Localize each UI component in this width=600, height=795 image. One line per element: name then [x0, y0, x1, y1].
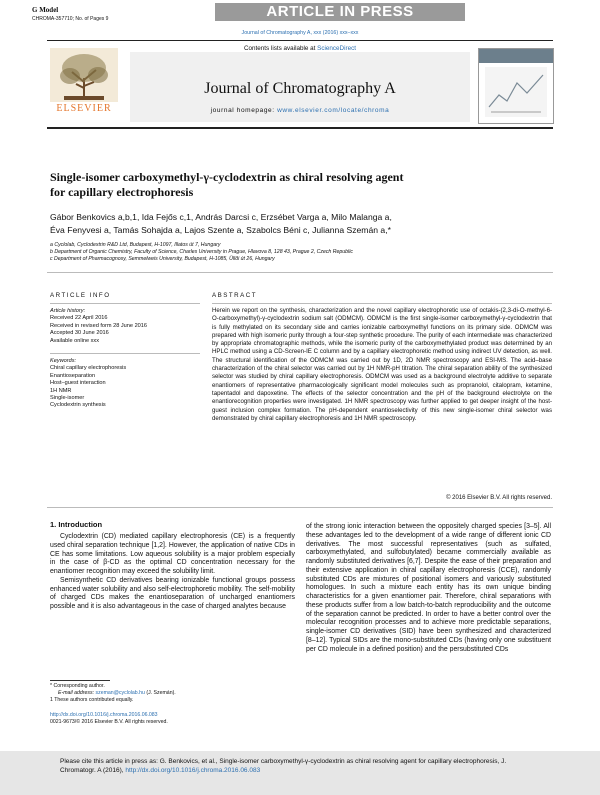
issn-line: 0021-9673/© 2016 Elsevier B.V. All rights reserved.: [50, 719, 168, 725]
email-line: [50, 690, 295, 697]
footnote-rule: [50, 680, 110, 681]
email-suffix: (J. Szemán).: [146, 690, 176, 696]
affiliation-c: c Department of Pharmacognosy, Semmelweis University, Budapest, H-1085, Üllői út 26, Hungary: [50, 256, 275, 262]
history-item: Available online xxx: [50, 337, 100, 344]
doi-block: [50, 712, 295, 726]
paragraph: of the strong ionic interaction between the oppositely charged species [3–5]. All these advantages led to the development of a wide range of different ionic CD derivatives. The most successful representatives (such as sulfated, carboxymethylated, and sulfobutylated) became commercially available as randomly substituted derivatives [6,7]. Despite the ease of their preparation and their extensive application in chiral capillary electrophoresis (CCE), randomly substituted CDs are mixtures of positional isomers and variously substituted homologues. In such a mixture each entity has its own unique binding characteristics for a given enantiomer pair. Therefore, chiral separations with these products suffer from a low batch-to-batch reproducibility and the outcome of the separation cannot be predicted. In order to have a better control over the molecular recognition processes and to achieve more predictable separations, single-isomer CD derivatives (SID) have been synthesized and characterized [8–12]. Typical SIDs are the mono-substituted CDs (having only one substituent per CD molecule in a defined position) and the persubstituted CDs: [306, 523, 551, 653]
doi-link[interactable]: http://dx.doi.org/10.1016/j.chroma.2016.06.083: [50, 712, 158, 718]
cover-band: [479, 49, 553, 63]
divider: [47, 272, 553, 273]
article-history: [50, 308, 200, 345]
paragraph: Cyclodextrin (CD) mediated capillary electrophoresis (CE) is a frequently used chiral separation technique [1,2]. However, the application of native CDs in CE has some limitations. Low aqueous solubility is a major problem especially in the case of β-CD as the optimal CD concentration necessary for the enantiomer recognition may exceed the solubility limit.: [50, 533, 295, 575]
history-title: Article history:: [50, 308, 86, 314]
keyword: Enantioseparation: [50, 372, 96, 379]
email-link[interactable]: szeman@cyclolab.hu: [95, 690, 145, 696]
divider: [212, 303, 552, 304]
abstract-text: Herein we report on the synthesis, characterization and the novel capillary electrophoretic use of octakis-(2,3-di-O-methyl-6-O-carboxymethyl)-γ-cyclodextrin sodium salt (ODMCM). ODMCM is the first single-isomer carboxymethyl-γ-cyclodextrin that is fully methylated on its secondary side and carries ionizable carboxymethyl functions on its primary side. ODMCM was prepared with high isomeric purity through a four-step synthetic procedure. The purity of each intermediate was characterized by appropriate chromatographic methods, while the isomeric purity of the carboxymethylated product was determined by an HPLC method using a CD-Screen-IE C column and by a capillary electrophoretic method using indirect UV detection, as well. The structural identification of the ODMCM was carried out by 1D, 2D NMR spectroscopy and ESI-MS. The acid–base characterization of the chiral selector was carried out by 1H NMR-pH titration. The chiral separation ability of the synthesized selector was studied by chiral capillary electrophoresis. ODMCM was used as a background electrolyte additive to separate enantiomers of representative pharmacologically significant model molecules such as propranolol, citalopram, ketamine, tapentadol and dapoxetine. The effects of the selector concentration and the pH of the background electrolyte on the enantiorecognition properties were investigated. 1H NMR spectroscopy was further applied to get deeper insight of the host-guest inclusion complex formation. The pH-dependent enantioselectivity of this new single-isomer chiral selector was demonstrated by chiral capillary electrophoresis and 1H NMR spectroscopy.: [212, 307, 552, 422]
affiliations: [50, 242, 550, 263]
affiliation-b: b Department of Organic Chemistry, Faculty of Science, Charles University in Prague, Hlavova 8, 128 43, Prague 2, Czech Republic: [50, 249, 353, 255]
citation-doi-link[interactable]: http://dx.doi.org/10.1016/j.chroma.2016.06.083: [125, 767, 261, 774]
keyword: Host–guest interaction: [50, 380, 106, 387]
authors-line-1: Gábor Benkovics a,b,1, Ida Fejős c,1, András Darcsi c, Erzsébet Varga a, Milo Malanga a,: [50, 212, 392, 222]
divider: [50, 353, 200, 354]
keywords-title: Keywords:: [50, 358, 77, 364]
section-heading: 1. Introduction: [50, 520, 103, 529]
homepage-prefix: journal homepage:: [210, 107, 275, 114]
affiliation-a: a Cyclolab, Cyclodextrin R&D Ltd, Budapest, H-1097, Illatos út 7, Hungary: [50, 242, 221, 248]
publisher-name: ELSEVIER: [56, 103, 112, 114]
sciencedirect-link[interactable]: ScienceDirect: [317, 45, 356, 52]
body-column-right: [306, 523, 551, 654]
equal-contribution: 1 These authors contributed equally.: [50, 697, 134, 703]
article-info-label: ARTICLE INFO: [50, 292, 111, 299]
divider: [50, 303, 200, 304]
article-in-press-banner: ARTICLE IN PRESS: [215, 3, 465, 21]
header-rule: [47, 40, 553, 41]
journal-homepage: [130, 107, 470, 114]
email-prefix: E-mail address:: [58, 690, 95, 696]
footnotes: [50, 683, 295, 704]
author-list: [50, 211, 550, 237]
journal-title: Journal of Chromatography A: [204, 80, 396, 97]
body-column-left: [50, 533, 295, 612]
keyword: 1H NMR: [50, 387, 72, 394]
history-item: Received 22 April 2016: [50, 315, 108, 322]
history-item: Received in revised form 28 June 2016: [50, 322, 148, 329]
divider: [47, 507, 553, 508]
paragraph: Semisynthetic CD derivatives bearing ionizable functional groups possess enhanced water solubility and also self-electrophoretic mobility. The self-mobility of charged CDs makes the enantioseparation of uncharged enantiomers possible and it is also advantageous in the case of charged analytes because: [50, 576, 295, 610]
header-rule-thick: [47, 127, 553, 129]
keyword: Chiral capillary electrophoresis: [50, 365, 127, 372]
copyright: © 2016 Elsevier B.V. All rights reserved.: [446, 495, 552, 501]
contents-prefix: Contents lists available at: [243, 45, 316, 52]
abstract-label: ABSTRACT: [212, 292, 258, 299]
keyword: Cyclodextrin synthesis: [50, 402, 106, 409]
keywords: [50, 358, 200, 410]
keyword: Single-isomer: [50, 395, 85, 402]
g-model-label: G Model: [32, 6, 59, 14]
title-line-2: for capillary electrophoresis: [50, 185, 194, 199]
title-line-1: Single-isomer carboxymethyl-γ-cyclodextrin as chiral resolving agent: [50, 170, 404, 184]
elsevier-tree-logo-icon: [50, 48, 118, 114]
article-id: CHROMA-357710; No. of Pages 9: [32, 16, 109, 22]
journal-cover-thumbnail: [478, 48, 554, 124]
authors-line-2: Éva Fenyvesi a, Tamás Sohajda a, Lajos Szente a, Szabolcs Béni c, Julianna Szemán a,*: [50, 225, 391, 235]
corresponding-author: * Corresponding author.: [50, 683, 105, 689]
article-title: [50, 170, 550, 200]
journal-reference[interactable]: Journal of Chromatography A, xxx (2016) xxx–xxx: [241, 30, 359, 36]
citation-prefix: Please cite this article in press as: G. Benkovics, et al., Single-isomer carboxymethyl-γ-cyclodextrin as chiral resolving agent for capillary electrophoresis, J. Chromatogr. A (2016),: [60, 758, 507, 774]
history-item: Accepted 30 June 2016: [50, 330, 109, 337]
citation-text: [60, 757, 540, 775]
cover-figure-icon: [485, 67, 547, 117]
homepage-link[interactable]: www.elsevier.com/locate/chroma: [277, 107, 390, 114]
